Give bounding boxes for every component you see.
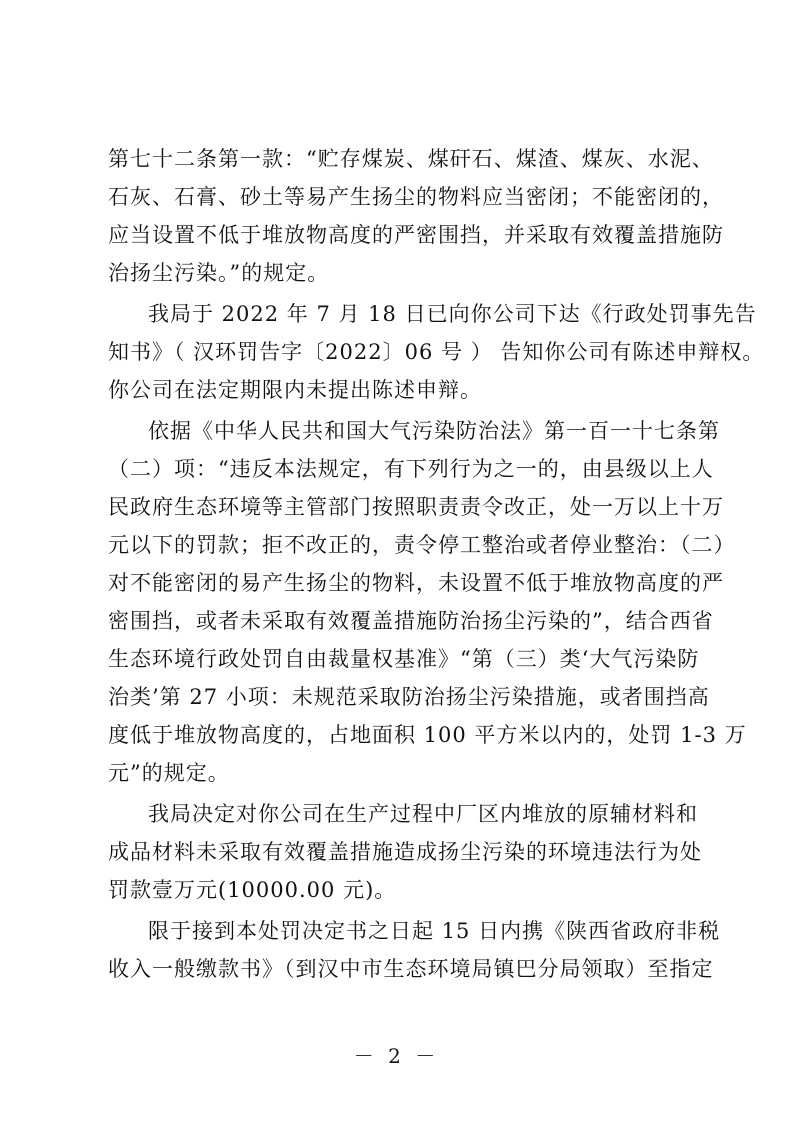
text-line: 密围挡，或者未采取有效覆盖措施防治扬尘污染的”，结合西省 <box>108 609 714 633</box>
text-line: 你公司在法定期限内未提出陈述申辩。 <box>108 378 482 402</box>
page-number: － 2 － <box>353 1044 440 1068</box>
text-line: 第七十二条第一款：“贮存煤炭、煤矸石、煤渣、煤灰、水泥、 <box>108 147 714 171</box>
text-line: （二）项：“违反本法规定，有下列行为之一的，由县级以上人 <box>108 457 714 481</box>
text-line: 治扬尘污染。”的规定。 <box>108 261 330 285</box>
text-line: 成品材料未采取有效覆盖措施造成扬尘污染的环境违法行为处 <box>108 840 702 864</box>
paragraph-4 <box>108 795 713 909</box>
text-line: 罚款壹万元(10000.00 元)。 <box>108 878 397 902</box>
text-line: 生态环境行政处罚自由裁量权基准》“第（三）类‘大气污染防 <box>108 647 700 671</box>
text-line: 我局决定对你公司在生产过程中厂区内堆放的原辅材料和 <box>148 802 698 826</box>
text-line: 限于接到本处罚决定书之日起 15 日内携《陕西省政府非税 <box>148 919 721 943</box>
document-body <box>108 140 765 991</box>
text-line: 度低于堆放物高度的，占地面积 100 平方米以内的，处罚 1-3 万 <box>108 723 747 747</box>
text-line: 元以下的罚款；拒不改正的，责令停工整治或者停业整治：（二） <box>108 533 736 557</box>
text-line: 元”的规定。 <box>108 761 230 785</box>
text-line: 石灰、石膏、砂土等易产生扬尘的物料应当密闭；不能密闭的， <box>108 185 724 209</box>
text-line: 我局于 2022 年 7 月 18 日已向你公司下达《行政处罚事先告 <box>148 302 757 326</box>
paragraph-5 <box>108 912 721 988</box>
text-line: 对不能密闭的易产生扬尘的物料，未设置不低于堆放物高度的严 <box>108 571 724 595</box>
paragraph-2 <box>108 295 765 409</box>
text-line: 知书》（ 汉环罚告字〔2022〕06 号 ） 告知你公司有陈述申辩权。 <box>108 340 765 364</box>
paragraph-1 <box>108 140 724 292</box>
paragraph-3 <box>108 412 747 792</box>
text-line: 收入一般缴款书》（到汉中市生态环境局镇巴分局领取）至指定 <box>108 957 714 981</box>
text-line: 治类’第 27 小项：未规范采取防治扬尘污染措施，或者围挡高 <box>108 685 710 709</box>
text-line: 民政府生态环境等主管部门按照职责责令改正，处一万以上十万 <box>108 495 724 519</box>
text-line: 应当设置不低于堆放物高度的严密围挡，并采取有效覆盖措施防 <box>108 223 724 247</box>
text-line: 依据《中华人民共和国大气污染防治法》第一百一十七条第 <box>148 419 720 443</box>
